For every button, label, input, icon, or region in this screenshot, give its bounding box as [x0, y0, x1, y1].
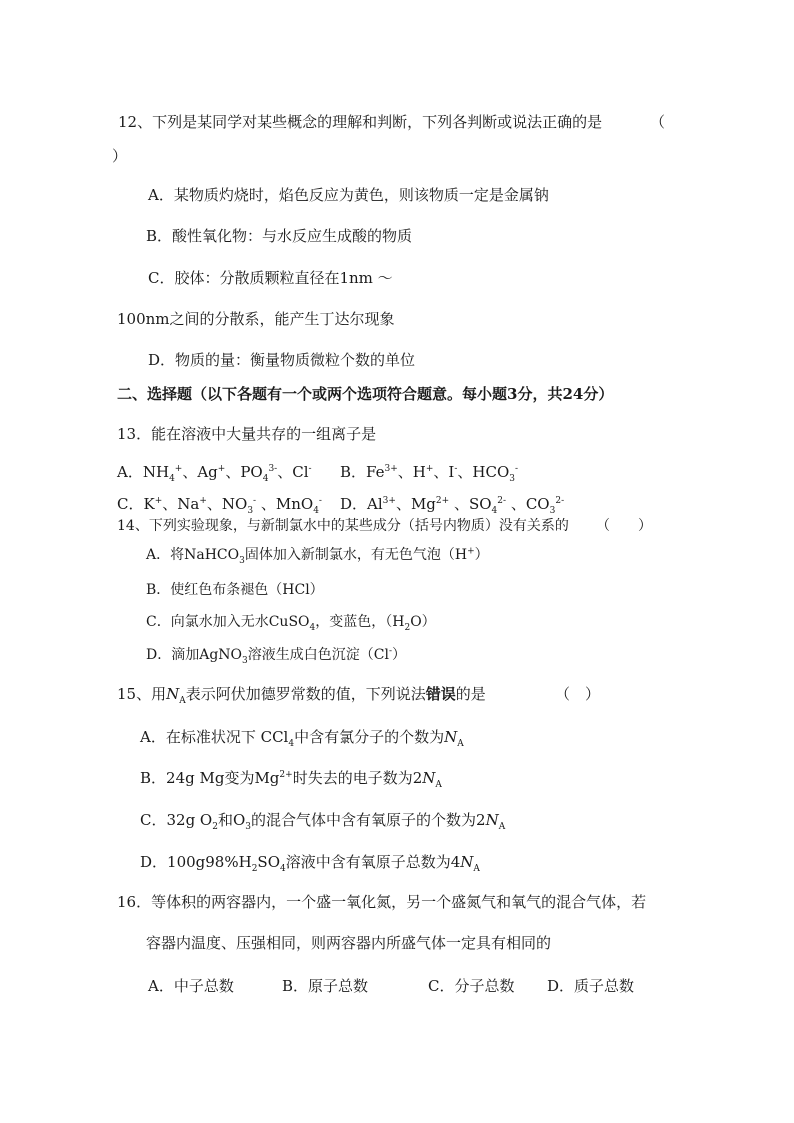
ion-sup: -	[318, 496, 322, 506]
ion-sup: -	[454, 464, 458, 474]
text: 固体加入新制氯水，有无色气泡（H	[244, 547, 468, 563]
ion-text: K	[143, 495, 155, 513]
q13-option-c	[117, 494, 322, 514]
ion-text: 、MnO	[256, 495, 314, 513]
text: D．100g98%H	[140, 853, 252, 871]
q12-option-c-cont: 100nm之间的分散系，能产生丁达尔现象	[117, 310, 395, 328]
sup: 2+	[279, 770, 293, 780]
q13-d-label: D．	[340, 495, 368, 513]
sub: A	[498, 822, 506, 832]
na-symbol: N	[166, 685, 180, 703]
na-symbol: N	[422, 769, 436, 787]
ion-sup: +	[217, 464, 226, 474]
text: 的混合气体中含有氧原子的个数为2	[251, 811, 486, 829]
ion-text: 、H	[397, 463, 426, 481]
text: 表示阿伏加德罗常数的值，下列说法	[185, 685, 426, 703]
section-2-title-emph: 一个	[282, 385, 313, 403]
sub: 4	[288, 739, 295, 749]
text: 溶液中含有氧原子总数为4	[285, 853, 461, 871]
sub: 3	[239, 555, 245, 566]
text: A．将NaHCO	[146, 547, 240, 563]
ion-sup: +	[425, 464, 434, 474]
q13-option-a	[117, 462, 312, 482]
q13-stem: 13．能在溶液中大量共存的一组离子是	[117, 425, 377, 443]
q15-option-a	[140, 727, 464, 747]
ion-sub: 4	[491, 506, 498, 516]
q14-option-a	[146, 545, 489, 565]
sup: -	[388, 646, 393, 657]
ion-sub: 4	[169, 474, 175, 484]
q12-option-c: C．胶体：分散质颗粒直径在1nm ～	[148, 269, 393, 287]
q15-option-d	[140, 852, 480, 872]
ion-text: 、CO	[506, 495, 550, 513]
q14-option-b: B．使红色布条褪色（HCl）	[146, 582, 324, 598]
section-2-title-b: 或两个选项符合题意。每小题3分，共24分）	[312, 385, 614, 403]
q13-b-label: B．	[340, 463, 367, 481]
ion-sup: 3+	[382, 496, 396, 506]
ion-sup: 2-	[497, 496, 507, 506]
q16-stem-cont: 容器内温度、压强相同，则两容器内所盛气体一定具有相同的	[146, 934, 552, 952]
ion-text: Fe	[366, 463, 385, 481]
text: 溶液生成白色沉淀（Cl	[247, 647, 389, 663]
na-symbol: N	[460, 853, 474, 871]
ion-text: 、Na	[162, 495, 200, 513]
text: ）	[474, 547, 489, 563]
sub: A	[179, 696, 186, 706]
q14-option-d	[146, 645, 406, 665]
emphasis: 错误	[425, 685, 456, 703]
ion-sup: -	[253, 496, 257, 506]
text: 时失去的电子数为2	[292, 769, 423, 787]
q14-stem: 14、下列实验现象，与新制氯水中的某些成分（括号内物质）没有关系的	[117, 518, 569, 534]
q12-paren-close: ）	[112, 147, 128, 165]
sub: 2	[212, 822, 218, 832]
sub: A	[457, 739, 464, 749]
q16-option-d: D．质子总数	[547, 977, 635, 995]
section-2-title-a: 二、选择题（以下各题有	[117, 385, 283, 403]
text: 中含有氯分子的个数为	[294, 728, 445, 746]
q16-stem: 16．等体积的两容器内，一个盛一氧化氮，另一个盛氮气和氧气的混合气体，若	[117, 893, 647, 911]
ion-sub: 3	[247, 506, 254, 516]
text: SO	[257, 853, 280, 871]
ion-sup: -	[308, 464, 312, 474]
q12-option-d: D．物质的量：衡量物质微粒个数的单位	[148, 351, 416, 369]
ion-text: NH	[142, 463, 170, 481]
sub: 4	[280, 864, 286, 874]
text: C．32g O	[140, 811, 213, 829]
ion-text: 、I	[433, 463, 455, 481]
text: B．24g Mg变为Mg	[140, 769, 280, 787]
sup: +	[467, 546, 475, 557]
na-symbol: N	[485, 811, 499, 829]
ion-sup: +	[174, 464, 183, 474]
q15-option-c	[140, 810, 505, 830]
q14-paren: （ ）	[596, 518, 652, 534]
sub: 3	[245, 822, 252, 832]
q16-option-c: C．分子总数	[428, 977, 515, 995]
ion-sup: 2+	[435, 496, 450, 506]
q13-c-label: C．	[117, 495, 144, 513]
ion-text: 、HCO	[457, 463, 510, 481]
ion-sup: +	[199, 496, 207, 506]
text: 15、用	[117, 685, 167, 703]
sub: A	[473, 864, 480, 874]
sub: 2	[251, 864, 258, 874]
q12-option-b: B．酸性氧化物：与水反应生成酸的物质	[146, 227, 413, 245]
ion-sup: -	[515, 464, 519, 474]
text: ，变蓝色，（H	[315, 614, 405, 630]
ion-sub: 4	[313, 506, 319, 516]
text: 和O	[217, 811, 246, 829]
ion-sup: 3-	[268, 464, 278, 474]
q13-option-b	[340, 462, 518, 482]
section-2-title	[117, 384, 613, 404]
ion-sup: 2-	[555, 496, 565, 506]
text: C．向氯水加入无水CuSO	[146, 614, 310, 630]
q14-option-c	[146, 612, 436, 632]
text: D．滴加AgNO	[146, 647, 243, 663]
q13-option-d	[340, 494, 564, 514]
ion-text: Al	[367, 495, 383, 513]
sub: 2	[404, 622, 411, 633]
sub: A	[435, 780, 442, 790]
text: O）	[410, 614, 436, 630]
sub: 4	[309, 622, 316, 633]
q15-paren: （ ）	[555, 685, 601, 703]
ion-sub: 4	[262, 474, 269, 484]
ion-sub: 3	[509, 474, 515, 484]
text: 的是	[455, 685, 486, 703]
text: A．在标准状况下 CCl	[140, 728, 289, 746]
na-symbol: N	[444, 728, 458, 746]
ion-text: 、Mg	[395, 495, 436, 513]
ion-sup: +	[154, 496, 163, 506]
q15-option-b	[140, 768, 442, 788]
ion-text: 、SO	[449, 495, 492, 513]
q16-option-b: B．原子总数	[282, 977, 369, 995]
q16-option-a: A．中子总数	[148, 977, 234, 995]
q12-paren-open: （	[650, 113, 666, 131]
q13-a-label: A．	[117, 463, 143, 481]
q12-stem	[118, 112, 602, 132]
q12-stem-text: 12、下列是某同学对某些概念的理解和判断，下列各判断或说法正确的是	[118, 113, 603, 131]
q15-stem	[117, 684, 486, 704]
sub: 3	[242, 655, 248, 666]
ion-sup: 3+	[384, 464, 398, 474]
text: ）	[392, 647, 407, 663]
ion-text: 、NO	[206, 495, 248, 513]
ion-text: 、PO	[225, 463, 263, 481]
ion-text: 、Ag	[182, 463, 218, 481]
q12-option-a: A．某物质灼烧时，焰色反应为黄色，则该物质一定是金属钠	[148, 186, 549, 204]
ion-sub: 3	[549, 506, 556, 516]
ion-text: 、Cl	[277, 463, 309, 481]
